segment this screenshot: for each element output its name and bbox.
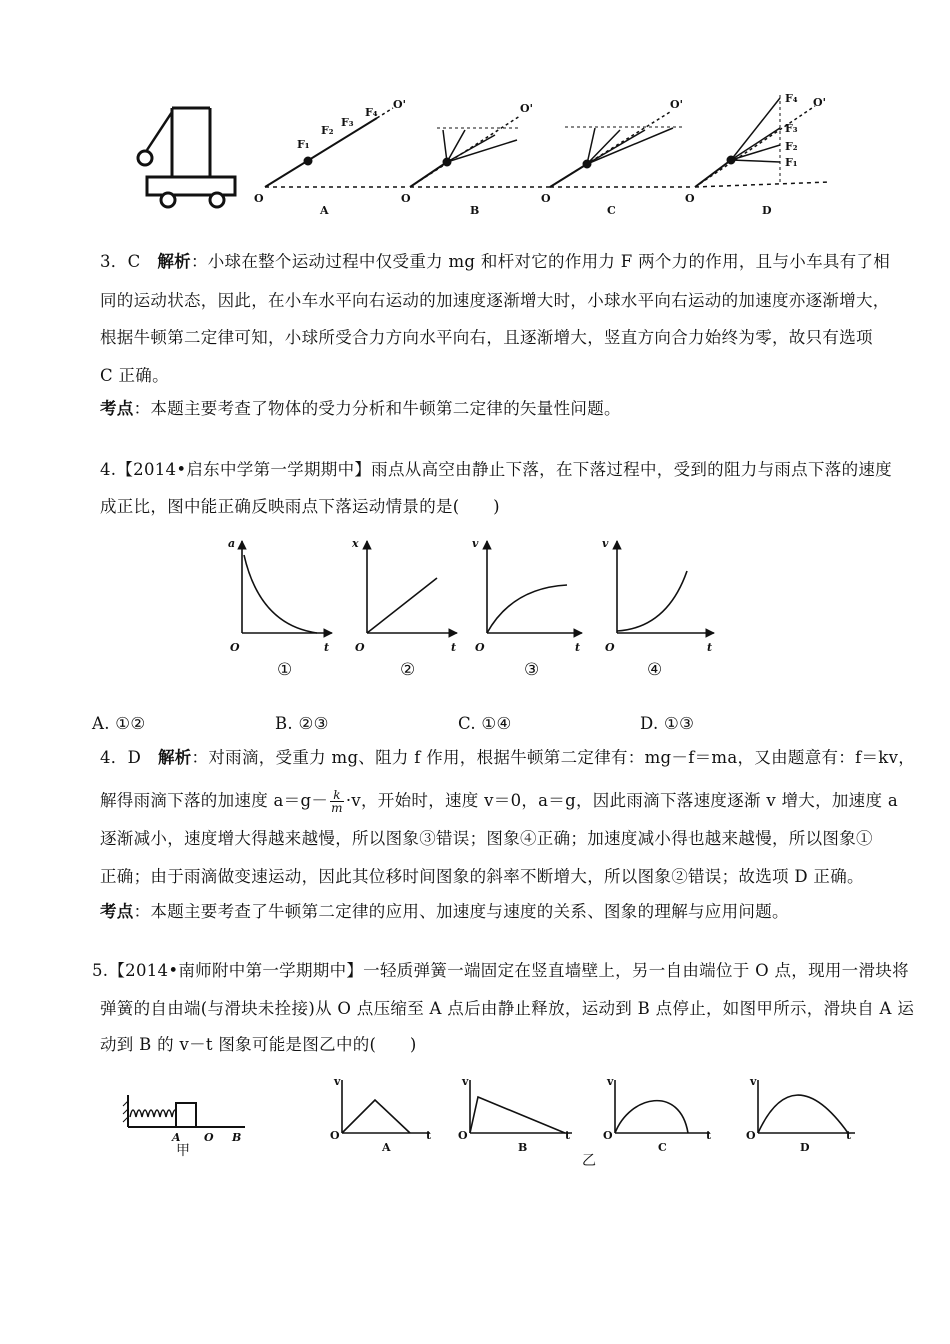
x-axis-label: t	[451, 641, 457, 654]
x-axis-label: t	[426, 1129, 432, 1142]
force-diagram-c	[541, 98, 690, 217]
origin-label: O	[355, 641, 365, 654]
force-label: F₁	[297, 138, 310, 151]
y-axis-label: v	[334, 1075, 341, 1088]
q4-option-a[interactable]: A. ①②	[92, 714, 146, 733]
q4-stem-line-2: 成正比，图中能正确反映雨点下落运动情景的是( )	[100, 497, 500, 516]
answer-text: ·v，开始时，速度 v＝0，a＝g，因此雨滴下落速度逐渐 v 增大，加速度 a	[345, 791, 898, 810]
q3-answer-line-1	[100, 252, 890, 272]
answer-text: ：对雨滴，受重力 mg、阻力 f 作用，根据牛顿第二定律有：mg－f＝ma，又由题意有：f＝kv，	[191, 748, 916, 767]
q4-graphs	[222, 533, 732, 683]
key-point-text: ：本题主要考查了物体的受力分析和牛顿第二定律的矢量性问题。	[133, 399, 621, 418]
primed-label: O'	[393, 98, 406, 111]
vt-graph-a	[330, 1075, 432, 1154]
vt-graph-d	[746, 1075, 855, 1154]
force-label: F₂	[785, 140, 798, 153]
analysis-label: 解析	[157, 252, 191, 271]
q4-option-d[interactable]: D. ①③	[640, 714, 695, 733]
vertex-label: O	[254, 192, 264, 205]
q5-figures	[120, 1075, 860, 1175]
q3-answer-line-4: C 正确。	[100, 366, 169, 385]
graph-a-t	[228, 537, 332, 680]
force-label: F₁	[785, 156, 798, 169]
graph-x-t	[351, 537, 457, 680]
q4-answer-line-3: 逐渐减小，速度增大得越来越慢，所以图象③错误；图象④正确；加速度减小得也越来越慢，所以图象①	[100, 829, 873, 848]
graph-label-c: C	[658, 1141, 667, 1154]
q5-stem-line-2: 弹簧的自由端(与滑块未拴接)从 O 点压缩至 A 点后由静止释放，运动到 B 点停止，如图甲所示，滑块自 A 运	[100, 999, 915, 1018]
graph-label-a: A	[382, 1141, 391, 1154]
y-axis-label: v	[462, 1075, 469, 1088]
q4-answer-line-1	[100, 748, 915, 768]
key-point-text: ：本题主要考查了牛顿第二定律的应用、加速度与速度的关系、图象的理解与应用问题。	[133, 902, 789, 921]
y-axis-label: v	[607, 1075, 614, 1088]
x-axis-label: t	[706, 1129, 712, 1142]
key-point-label: 考点	[100, 902, 134, 921]
q3-answer-line-3: 根据牛顿第二定律可知，小球所受合力方向水平向右，且逐渐增大，竖直方向合力始终为零，故只有选项	[100, 328, 873, 347]
vertex-label: O	[401, 192, 411, 205]
x-axis-label: t	[846, 1129, 852, 1142]
figure-yi-caption: 乙	[582, 1153, 596, 1169]
q3-figure	[125, 90, 845, 220]
figure-jia-caption: 甲	[176, 1143, 190, 1159]
force-label: F₃	[341, 116, 354, 129]
graph-v-t-4	[602, 537, 714, 680]
origin-label: O	[603, 1129, 613, 1142]
analysis-label: 解析	[157, 748, 192, 767]
x-axis-label: t	[575, 641, 581, 654]
origin-label: O	[458, 1129, 468, 1142]
y-axis-label: v	[602, 537, 609, 550]
q4-stem-line-1: 4.【2014•启东中学第一学期期中】雨点从高空由静止下落，在下落过程中，受到的阻力与雨点下落的速度	[100, 460, 892, 479]
point-b-label: B	[232, 1131, 242, 1144]
option-label-d: D	[762, 204, 772, 217]
y-axis-label: v	[750, 1075, 757, 1088]
force-diagram-a	[254, 98, 406, 217]
fraction-denominator: m	[331, 801, 343, 815]
graph-v-t-3	[472, 537, 582, 680]
y-axis-label: a	[228, 537, 236, 550]
primed-label: O'	[670, 98, 683, 111]
primed-label: O'	[813, 96, 826, 109]
q4-option-b[interactable]: B. ②③	[275, 714, 329, 733]
graph-number-label: ④	[647, 660, 663, 680]
force-diagram-b	[401, 102, 550, 217]
graph-label-b: B	[518, 1141, 528, 1154]
origin-label: O	[475, 641, 485, 654]
force-label: F₂	[321, 124, 334, 137]
vertex-label: O	[541, 192, 551, 205]
force-diagram-d	[685, 92, 830, 217]
answer-number: 4．D	[100, 748, 158, 767]
q5-stem-line-1: 5.【2014•南师附中第一学期期中】一轻质弹簧一端固定在竖直墙壁上，另一自由端位于 O 点，现用一滑块将	[92, 961, 909, 980]
graph-number-label: ①	[277, 660, 293, 680]
vertex-label: O	[685, 192, 695, 205]
vt-graph-b	[458, 1075, 572, 1154]
y-axis-label: x	[352, 537, 359, 550]
origin-label: O	[230, 641, 240, 654]
option-label-b: B	[470, 204, 480, 217]
point-a-label: A	[172, 1131, 181, 1144]
origin-label: O	[330, 1129, 340, 1142]
fraction-numerator: k	[330, 789, 344, 802]
point-o-label: O	[204, 1131, 214, 1144]
force-label: F₄	[785, 92, 798, 105]
x-axis-label: t	[707, 641, 713, 654]
option-label-c: C	[607, 204, 616, 217]
answer-text: ：小球在整个运动过程中仅受重力 mg 和杆对它的作用力 F 两个力的作用，且与小车具有了相	[190, 252, 891, 271]
vt-graph-c	[603, 1075, 712, 1154]
primed-label: O'	[520, 102, 533, 115]
q5-stem-line-3: 动到 B 的 v－t 图象可能是图乙中的( )	[100, 1035, 417, 1054]
x-axis-label: t	[324, 641, 330, 654]
graph-number-label: ③	[524, 660, 540, 680]
q4-key-point	[100, 902, 789, 922]
force-label: F₃	[785, 122, 798, 135]
force-label: F₄	[365, 106, 378, 119]
q3-answer-line-2: 同的运动状态，因此，在小车水平向右运动的加速度逐渐增大时，小球水平向右运动的加速度亦逐渐增大，	[100, 291, 890, 310]
origin-label: O	[605, 641, 615, 654]
graph-label-d: D	[800, 1141, 810, 1154]
option-label-a: A	[320, 204, 329, 217]
key-point-label: 考点	[100, 399, 134, 418]
q4-option-c[interactable]: C. ①④	[458, 714, 512, 733]
cart-diagram	[138, 108, 235, 207]
q4-answer-line-2	[100, 789, 898, 814]
q3-key-point	[100, 399, 621, 419]
q4-answer-line-4: 正确；由于雨滴做变速运动，因此其位移时间图象的斜率不断增大，所以图象②错误；故选项 D 正确。	[100, 867, 864, 886]
spring-block-diagram	[123, 1095, 245, 1159]
x-axis-label: t	[565, 1129, 571, 1142]
answer-number: 3．C	[100, 252, 158, 271]
answer-text: 解得雨滴下落的加速度 a＝g－	[100, 791, 329, 810]
origin-label: O	[746, 1129, 756, 1142]
graph-number-label: ②	[400, 660, 416, 680]
y-axis-label: v	[472, 537, 479, 550]
fraction-k-over-m	[330, 789, 344, 814]
